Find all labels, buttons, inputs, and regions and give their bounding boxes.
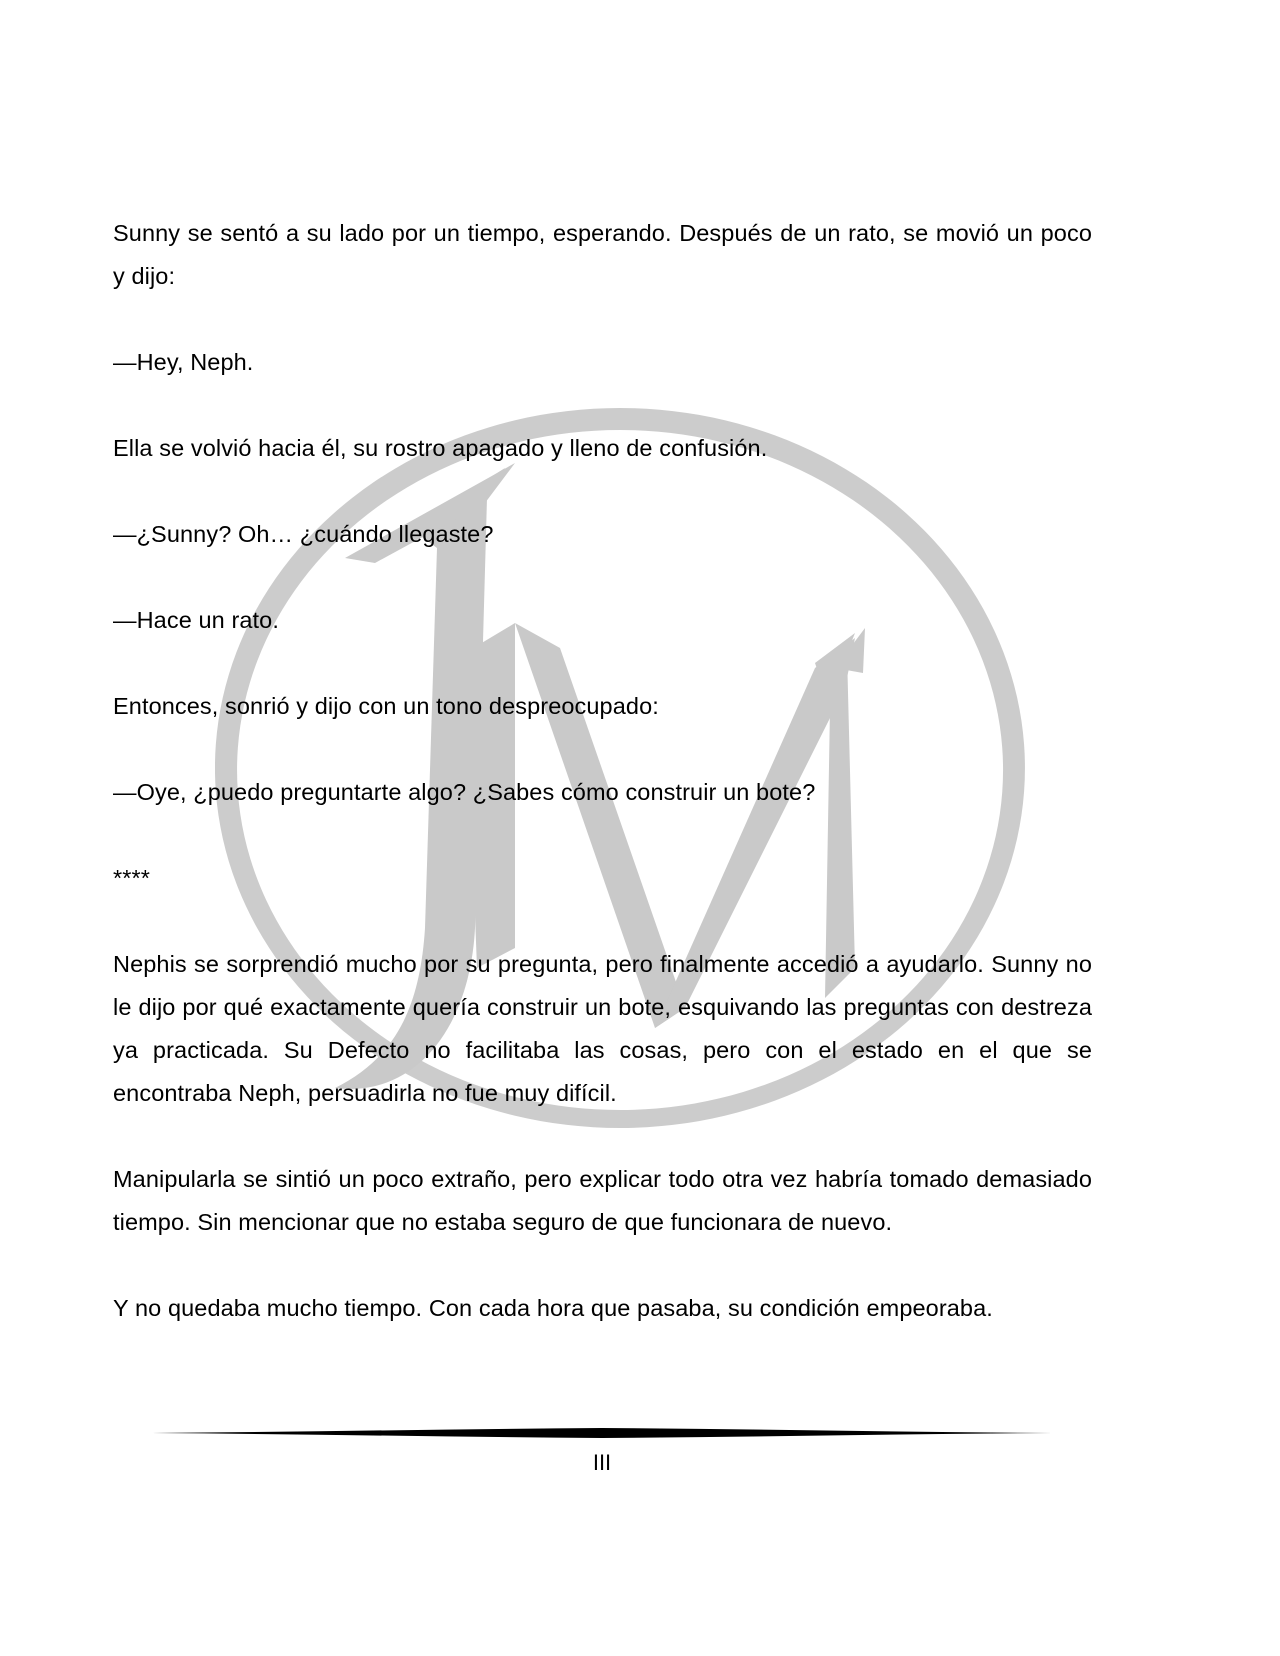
paragraph-1: Sunny se sentó a su lado por un tiempo, esperando. Después de un rato, se movió un poco y dijo:: [113, 220, 1092, 289]
paragraph-5: —Hace un rato.: [113, 607, 279, 633]
paragraph-2: —Hey, Neph.: [113, 349, 254, 375]
paragraph-3: Ella se volvió hacia él, su rostro apagado y lleno de confusión.: [113, 435, 768, 461]
paragraph-7: —Oye, ¿puedo preguntarte algo? ¿Sabes cómo construir un bote?: [113, 779, 816, 805]
paragraph-6: Entonces, sonrió y dijo con un tono despreocupado:: [113, 693, 659, 719]
paragraph-11: Y no quedaba mucho tiempo. Con cada hora que pasaba, su condición empeoraba.: [113, 1295, 993, 1321]
page-body: [113, 212, 1092, 1330]
page-number: III: [592, 1450, 612, 1475]
paragraph-4: —¿Sunny? Oh… ¿cuándo llegaste?: [113, 521, 494, 547]
scene-break: ****: [113, 865, 150, 891]
paragraph-10: Manipularla se sintió un poco extraño, pero explicar todo otra vez habría tomado demasiado tiempo. Sin mencionar que no estaba seguro de que funcionara de nuevo.: [113, 1166, 1092, 1235]
paragraph-9: Nephis se sorprendió mucho por su pregunta, pero finalmente accedió a ayudarlo. Sunny no le dijo por qué exactamente quería construir un bote, esquivando las preguntas con destreza ya practicada. Su Defecto no facilitaba las cosas, pero con el estado en el que se encontraba Neph, persuadirla no fue muy difícil.: [113, 951, 1092, 1106]
footer-divider: [152, 1427, 1052, 1439]
